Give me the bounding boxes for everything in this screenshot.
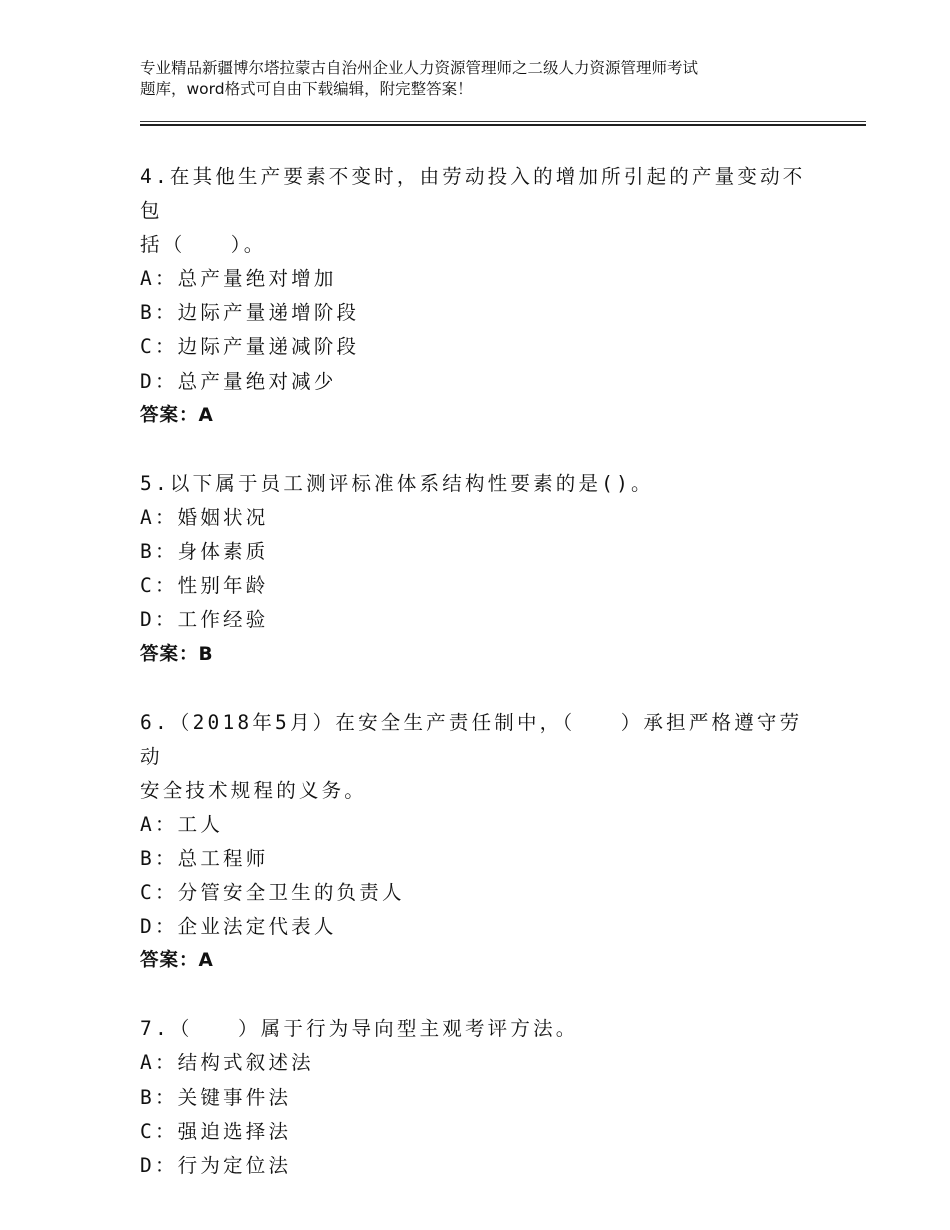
- question-stem-line: 6.（2018年5月）在安全生产责任制中，（ ）承担严格遵守劳动: [140, 710, 803, 768]
- option-b: B：边际产量递增阶段: [140, 301, 360, 325]
- question-stem-line: 4.在其他生产要素不变时，由劳动投入的增加所引起的产量变动不包: [140, 165, 806, 222]
- option-d: D：企业法定代表人: [140, 915, 337, 939]
- header-title-line-2: 题库，word格式可自由下载编辑，附完整答案！: [140, 80, 473, 98]
- document-header: [140, 58, 830, 100]
- option-a: A：结构式叙述法: [140, 1051, 314, 1075]
- question-stem-line: 7.（ ）属于行为导向型主观考评方法。: [140, 1017, 579, 1041]
- header-title-line-1: 专业精品新疆博尔塔拉蒙古自治州企业人力资源管理师之二级人力资源管理师考试: [140, 59, 699, 77]
- option-b: B：总工程师: [140, 846, 269, 870]
- option-c: C：强迫选择法: [140, 1119, 292, 1143]
- option-b: B：关键事件法: [140, 1085, 292, 1109]
- answer-label: 答案：A: [140, 404, 214, 426]
- option-c: C：分管安全卫生的负责人: [140, 881, 405, 905]
- option-a: A：总产量绝对增加: [140, 267, 337, 290]
- option-c: C：边际产量递减阶段: [140, 335, 360, 359]
- option-d: D：工作经验: [140, 608, 269, 632]
- answer-label: 答案：A: [140, 950, 214, 972]
- answer-label: 答案：B: [140, 643, 214, 665]
- question-4: [140, 160, 820, 433]
- question-6: [140, 706, 820, 979]
- header-divider-thick: [140, 124, 866, 126]
- option-a: A：婚姻状况: [140, 505, 269, 529]
- question-stem-line: 括（ ）。: [140, 233, 267, 256]
- question-7: [140, 1012, 820, 1183]
- option-c: C：性别年龄: [140, 574, 269, 598]
- option-b: B：身体素质: [140, 540, 269, 564]
- question-stem-line: 安全技术规程的义务。: [140, 778, 368, 802]
- question-stem-line: 5.以下属于员工测评标准体系结构性要素的是()。: [140, 471, 654, 495]
- option-d: D：总产量绝对减少: [140, 369, 337, 393]
- header-divider-thin: [140, 121, 866, 122]
- option-d: D：行为定位法: [140, 1154, 292, 1178]
- option-a: A：工人: [140, 812, 224, 836]
- question-list: [140, 160, 820, 1183]
- question-5: [140, 467, 820, 672]
